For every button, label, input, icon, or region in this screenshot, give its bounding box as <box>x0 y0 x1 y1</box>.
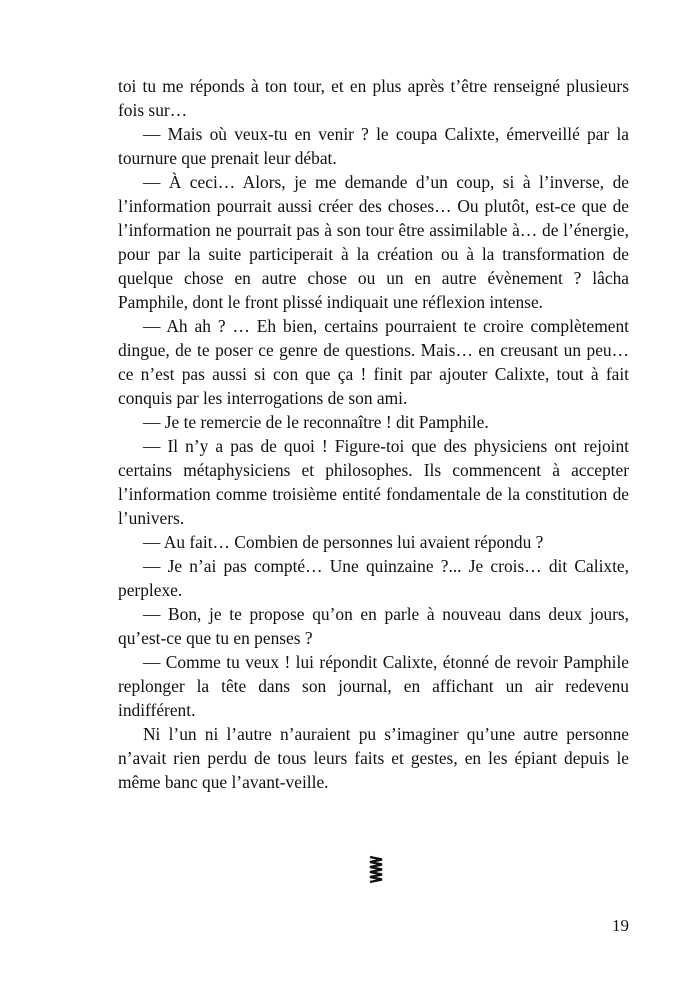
paragraph: — Comme tu veux ! lui répondit Calixte, étonné de revoir Pamphile replonger la tête dans son journal, en affichant un air redevenu indifférent. <box>118 652 629 720</box>
page-number: 19 <box>612 916 629 935</box>
paragraph: — Je te remercie de le reconnaître ! dit Pamphile. <box>143 412 489 432</box>
body-text <box>118 74 629 794</box>
paragraph: — Ah ah ? … Eh bien, certains pourraient te croire complètement dingue, de te poser ce genre de questions. Mais… en creusant un peu… ce n’est pas aussi si con que ça ! finit par ajouter Calixte, tout à fait conquis par les interrogations de son ami. <box>118 316 629 408</box>
zigzag-spring-ornament-icon <box>368 855 384 885</box>
paragraph: — Je n’ai pas compté… Une quinzaine ?... Je crois… dit Calixte, perplexe. <box>118 556 629 600</box>
paragraph: — Bon, je te propose qu’on en parle à nouveau dans deux jours, qu’est-ce que tu en penses ? <box>118 604 629 648</box>
paragraph: — À ceci… Alors, je me demande d’un coup, si à l’inverse, de l’information pourrait aussi créer des choses… Ou plutôt, est-ce que de l’information ne pourrait pas à son tour être assimilable à… de l’énergie, pour par la suite participerait à la création ou à la transformation de quelque chose en autre chose ou un en autre évènement ? lâcha Pamphile, dont le front plissé indiquait une réflexion intense. <box>118 172 629 312</box>
paragraph: — Au fait… Combien de personnes lui avaient répondu ? <box>143 532 544 552</box>
paragraph: — Il n’y a pas de quoi ! Figure-toi que des physiciens ont rejoint certains métaphysiciens et philosophes. Ils commencent à accepter l’information comme troisième entité fondamentale de la constitution de l’univers. <box>118 436 629 528</box>
paragraph: — Mais où veux-tu en venir ? le coupa Calixte, émerveillé par la tournure que prenait leur débat. <box>118 124 629 168</box>
paragraph: toi tu me réponds à ton tour, et en plus après t’être renseigné plusieurs fois sur… <box>118 76 629 120</box>
paragraph: Ni l’un ni l’autre n’auraient pu s’imaginer qu’une autre personne n’avait rien perdu de tous leurs faits et gestes, en les épiant depuis le même banc que l’avant-veille. <box>118 724 629 792</box>
